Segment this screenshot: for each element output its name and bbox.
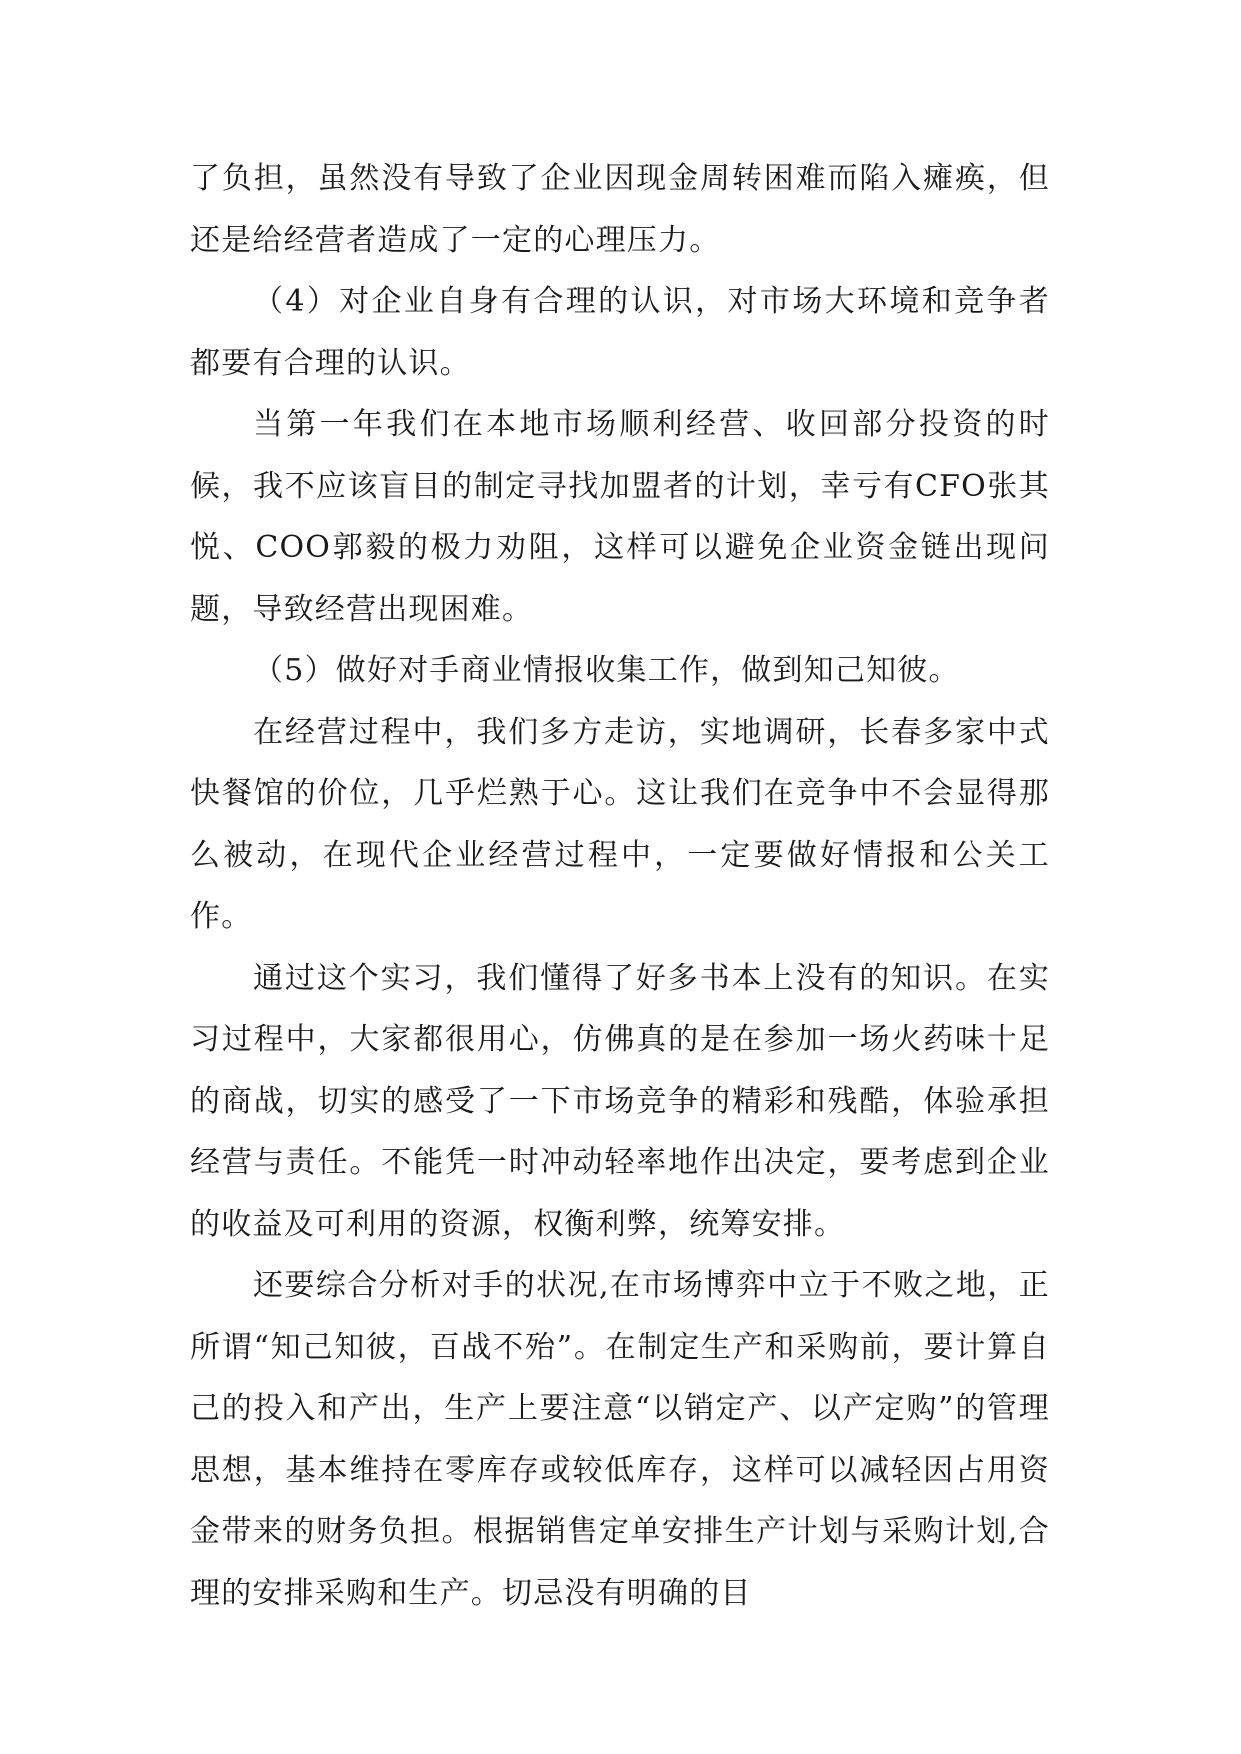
- document-body: [190, 148, 1050, 1624]
- paragraph-heading-5: （5）做好对手商业情报收集工作，做到知己知彼。: [253, 653, 960, 688]
- paragraph: 通过这个实习，我们懂得了好多书本上没有的知识。在实习过程中，大家都很用心，仿佛真的是在参加一场火药味十足的商战，切实的感受了一下市场竞争的精彩和残酷，体验承担经营与责任。不能凭一时冲动轻率地作出决定，要考虑到企业的收益及可利用的资源，权衡利弊，统筹安排。: [190, 960, 1050, 1242]
- paragraph: 在经营过程中，我们多方走访，实地调研，长春多家中式快餐馆的价位，几乎烂熟于心。这让我们在竞争中不会显得那么被动，在现代企业经营过程中，一定要做好情报和公关工作。: [190, 714, 1050, 934]
- paragraph-heading-4: （4）对企业自身有合理的认识，对市场大环境和竞争者都要有合理的认识。: [190, 284, 1050, 381]
- paragraph: 还要综合分析对手的状况,在市场博弈中立于不败之地，正所谓“知己知彼，百战不殆”。在制定生产和采购前，要计算自己的投入和产出，生产上要注意“以销定产、以产定购”的管理思想，基本维持在零库存或较低库存，这样可以减轻因占用资金带来的财务负担。根据销售定单安排生产计划与采购计划,合理的安排采购和生产。切忌没有明确的目: [190, 1268, 1050, 1611]
- paragraph: 当第一年我们在本地市场顺利经营、收回部分投资的时候，我不应该盲目的制定寻找加盟者的计划，幸亏有CFO张其悦、COO郭毅的极力劝阻，这样可以避免企业资金链出现问题，导致经营出现困难。: [190, 407, 1050, 627]
- paragraph: 了负担，虽然没有导致了企业因现金周转困难而陷入瘫痪，但还是给经营者造成了一定的心理压力。: [190, 161, 1050, 258]
